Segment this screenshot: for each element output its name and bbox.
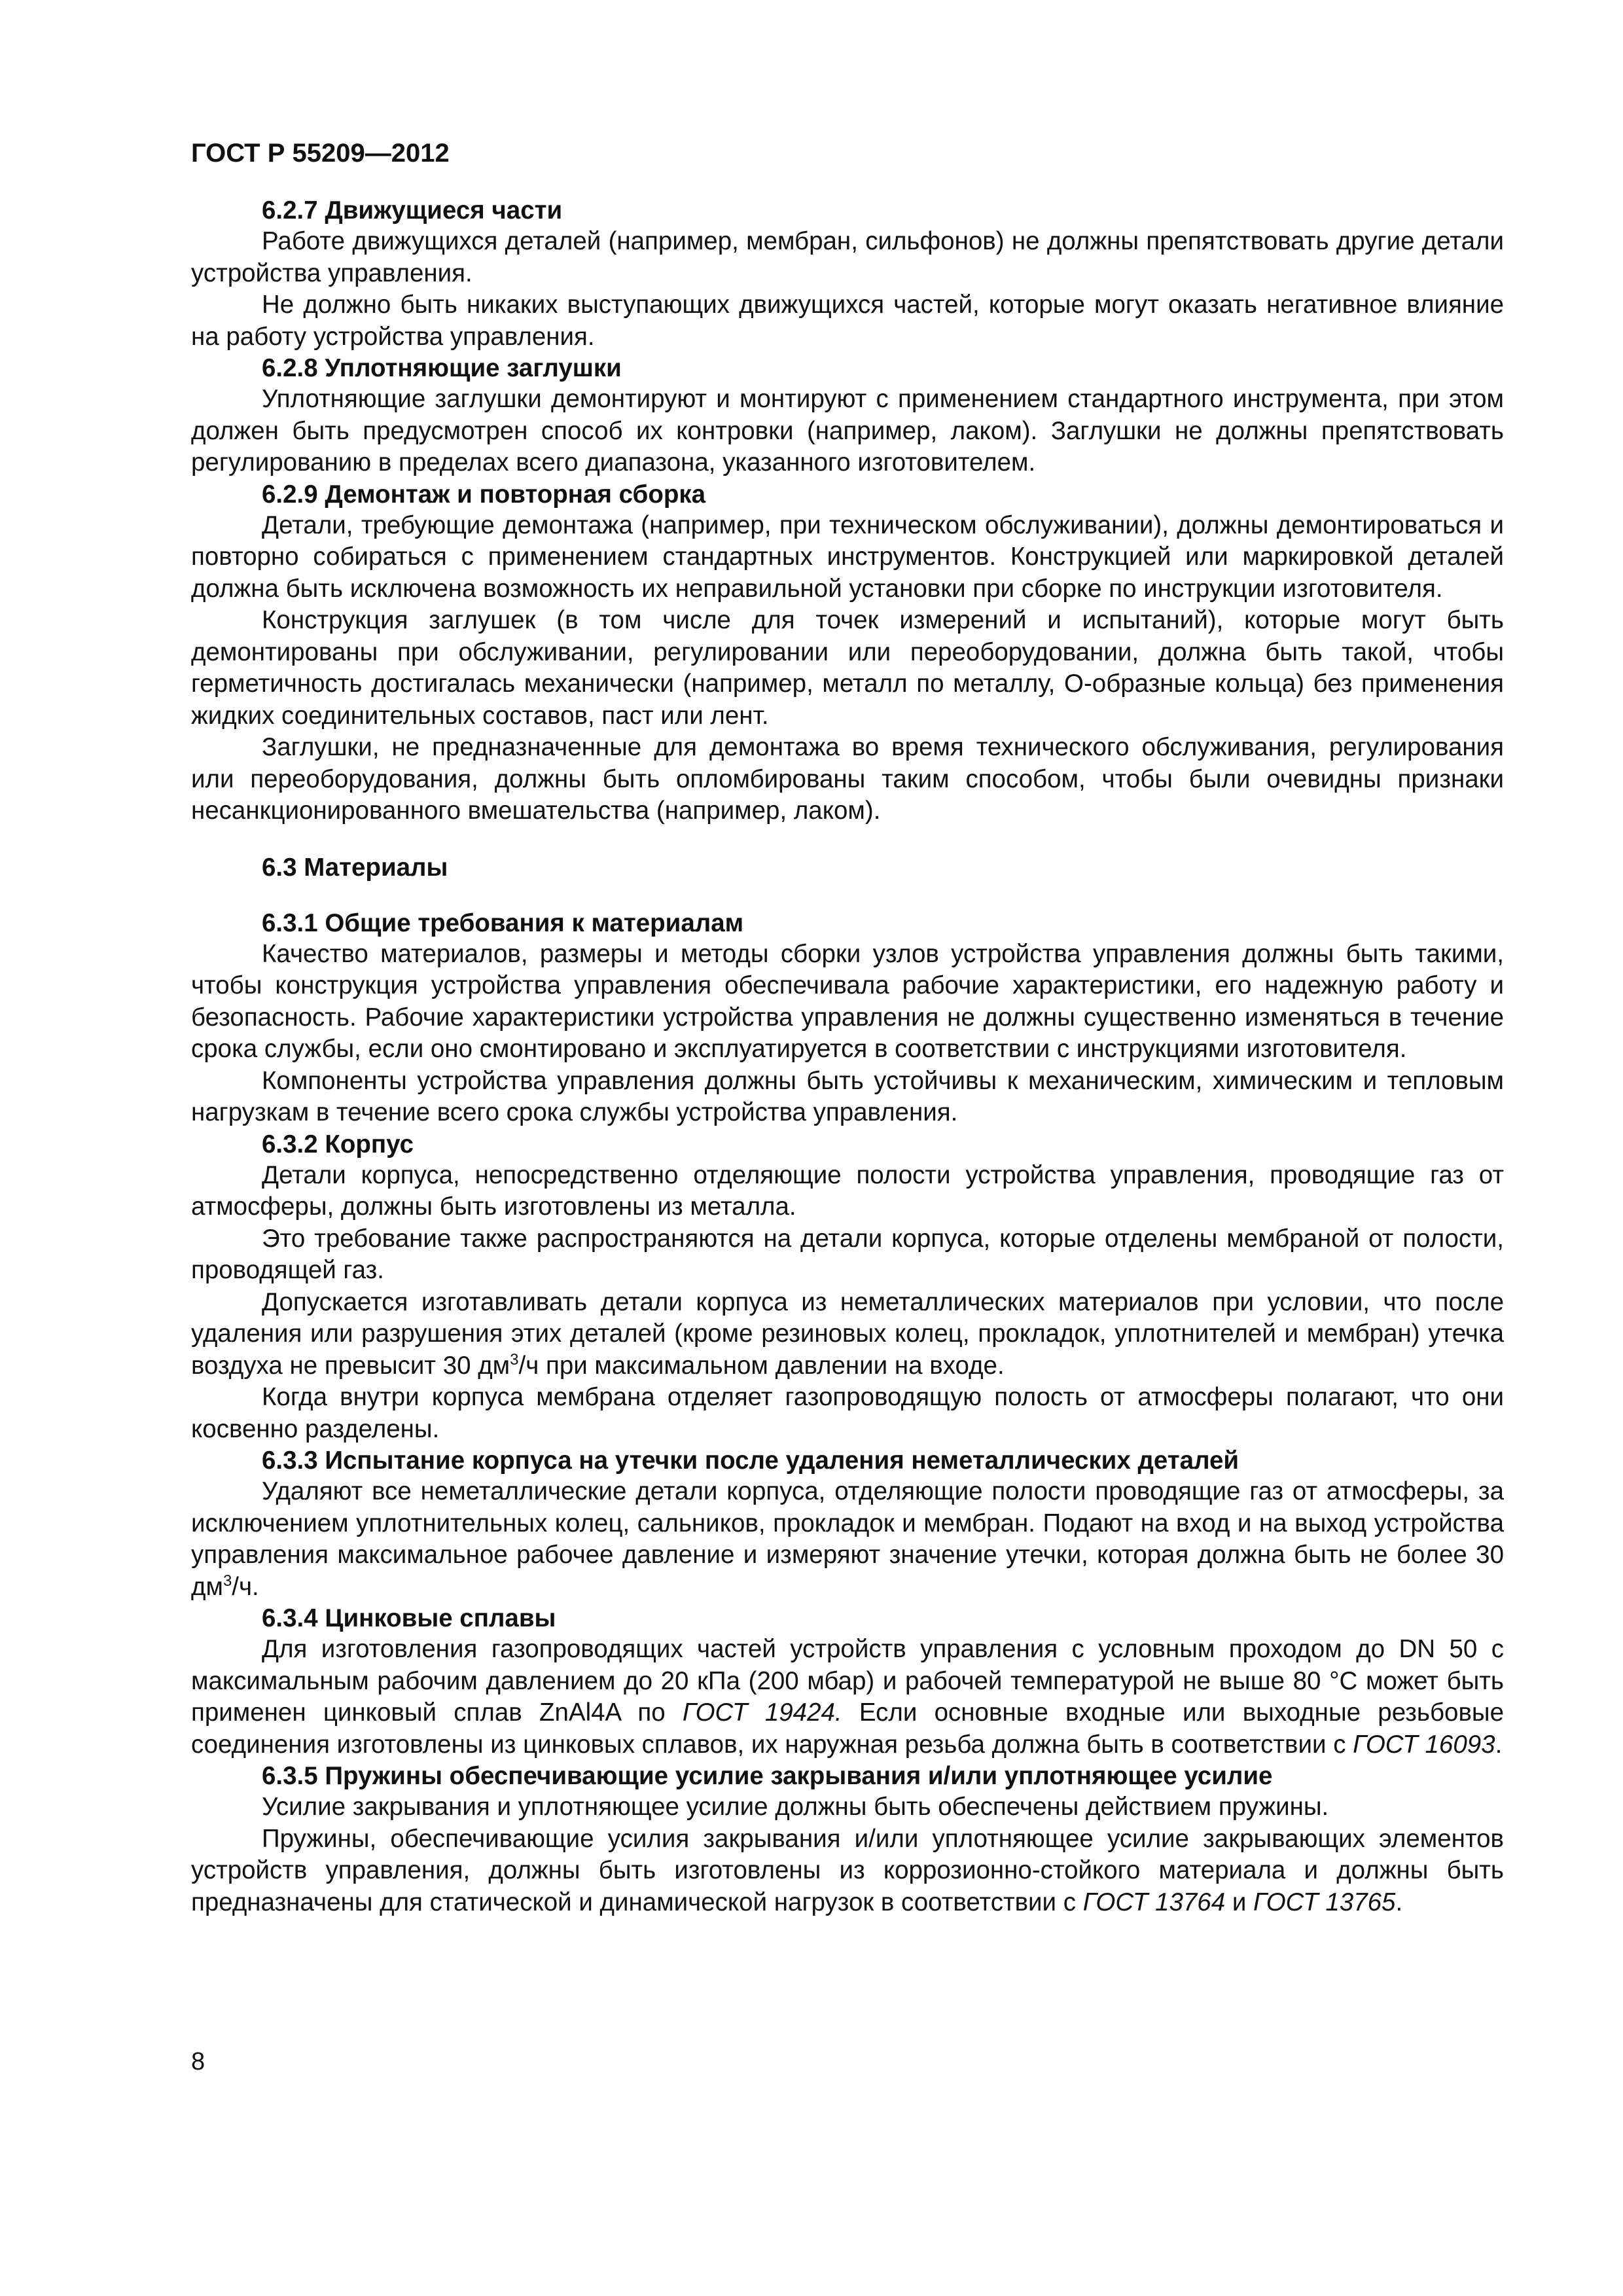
document-page: [191, 137, 1504, 1918]
paragraph: Когда внутри корпуса мембрана отделяет газопроводящую полость от атмосферы полагают, что они косвенно разделены.: [191, 1383, 1504, 1443]
document-header: ГОСТ Р 55209—2012: [191, 139, 450, 168]
standard-reference: ГОСТ 13765: [1253, 1888, 1396, 1916]
paragraph: Заглушки, не предназначенные для демонтажа во время технического обслуживания, регулирования или переоборудования, должны быть опломбированы таким способом, чтобы были очевидны признаки несанкционированного вмешательства (например, лаком).: [191, 733, 1504, 825]
page-number: 8: [191, 2048, 205, 2075]
text-run: .: [1495, 1730, 1503, 1759]
section-heading: 6.3 Материалы: [262, 853, 448, 882]
text-run: Если основные входные или выходные резьбовые соединения изготовлены из цинковых сплавов, их наружная резьба должна быть в соответствии с: [191, 1698, 1504, 1759]
paragraph: [191, 1634, 1504, 1761]
paragraph: Уплотняющие заглушки демонтируют и монтируют с применением стандартного инструмента, при этом должен быть предусмотрен способ их контровки (например, лаком). Заглушки не должны препятствовать регулированию в пределах всего диапазона, указанного изготовителем.: [191, 385, 1504, 476]
section-heading: 6.2.7 Движущиеся части: [262, 196, 563, 224]
paragraph: Детали корпуса, непосредственно отделяющие полости устройства управления, проводящие газ от атмосферы, должны быть изготовлены из металла.: [191, 1160, 1504, 1221]
text-run: Пружины, обеспечивающие усилия закрывания и/или уплотняющее усилие закрывающих элементов устройств управления, должны быть изготовлены из коррозионно-стойкого материала и должны быть предназначены для статической и динамической нагрузок в соответствии с: [191, 1824, 1504, 1916]
paragraph: Компоненты устройства управления должны быть устойчивы к механическим, химическим и тепловым нагрузкам в течение всего срока службы устройства управления.: [191, 1066, 1504, 1126]
section-heading: 6.3.1 Общие требования к материалам: [262, 908, 744, 937]
superscript: 3: [223, 1571, 232, 1590]
text-run: и: [1225, 1888, 1254, 1916]
text-run: Допускается изготавливать детали корпуса из неметаллических материалов при условии, что после удаления или разрушения этих деталей (кроме резиновых колец, прокладок, уплотнителей и мембран) утечка воздуха не превысит 30 дм: [191, 1287, 1504, 1380]
paragraph: Это требование также распространяются на детали корпуса, которые отделены мембраной от полости, проводящей газ.: [191, 1224, 1504, 1284]
document-body: [191, 195, 1504, 1918]
section-heading: 6.3.3 Испытание корпуса на утечки после удаления неметаллических деталей: [262, 1446, 1240, 1475]
paragraph: Детали, требующие демонтажа (например, при техническом обслуживании), должны демонтироваться и повторно собираться с применением стандартных инструментов. Конструкцией или маркировкой деталей должна быть исключена возможность их неправильной установки при сборке по инструкции изготовителя.: [191, 511, 1504, 603]
section-heading: 6.3.2 Корпус: [262, 1130, 414, 1158]
section-heading: 6.2.9 Демонтаж и повторная сборка: [262, 480, 706, 509]
paragraph: [191, 1287, 1504, 1382]
section-heading: 6.3.4 Цинковые сплавы: [262, 1604, 556, 1632]
paragraph: Не должно быть никаких выступающих движущихся частей, которые могут оказать негативное влияние на работу устройства управления.: [191, 291, 1504, 351]
paragraph: [191, 1476, 1504, 1603]
text-run: /ч.: [232, 1572, 259, 1601]
text-run: .: [1395, 1888, 1403, 1916]
paragraph: Качество материалов, размеры и методы сборки узлов устройства управления должны быть такими, чтобы конструкция устройства управления обеспечивала рабочие характеристики, его надежную работу и безопасность. Рабочие характеристики устройства управления не должны существенно изменяться в течение срока службы, если оно смонтировано и эксплуатируется в соответствии с инструкциями изготовителя.: [191, 939, 1504, 1063]
text-run: /ч при максимальном давлении на входе.: [518, 1351, 1005, 1380]
paragraph: Конструкция заглушек (в том числе для точек измерений и испытаний), которые могут быть демонтированы при обслуживании, регулировании или переоборудовании, должна быть такой, чтобы герметичность достигалась механически (например, металл по металлу, О-образные кольца) без применения жидких соединительных составов, паст или лент.: [191, 606, 1504, 730]
superscript: 3: [510, 1350, 519, 1369]
paragraph: Усилие закрывания и уплотняющее усилие должны быть обеспечены действием пружины.: [262, 1793, 1329, 1821]
standard-reference: ГОСТ 13764: [1082, 1888, 1226, 1916]
text-run: Для изготовления газопроводящих частей устройств управления с условным проходом до DN 50 с максимальным рабочим давлением до 20 кПа (200 мбар) и рабочей температурой не выше 80 °С может быть применен цинковый сплав ZnAl4A по: [191, 1635, 1504, 1727]
standard-reference: ГОСТ 19424.: [682, 1698, 842, 1727]
paragraph: [191, 1823, 1504, 1919]
text-run: Удаляют все неметаллические детали корпуса, отделяющие полости проводящие газ от атмосферы, за исключением уплотнительных колец, сальников, прокладок и мембран. Подают на вход и на выход устройства управления максимальное рабочее давление и измеряют значение утечки, которая должна быть не более 30 дм: [191, 1477, 1504, 1601]
section-heading: 6.2.8 Уплотняющие заглушки: [262, 354, 622, 382]
section-heading: 6.3.5 Пружины обеспечивающие усилие закрывания и/или уплотняющее усилие: [262, 1762, 1273, 1790]
paragraph: Работе движущихся деталей (например, мембран, сильфонов) не должны препятствовать другие детали устройства управления.: [191, 227, 1504, 287]
standard-reference: ГОСТ 16093: [1353, 1730, 1495, 1759]
